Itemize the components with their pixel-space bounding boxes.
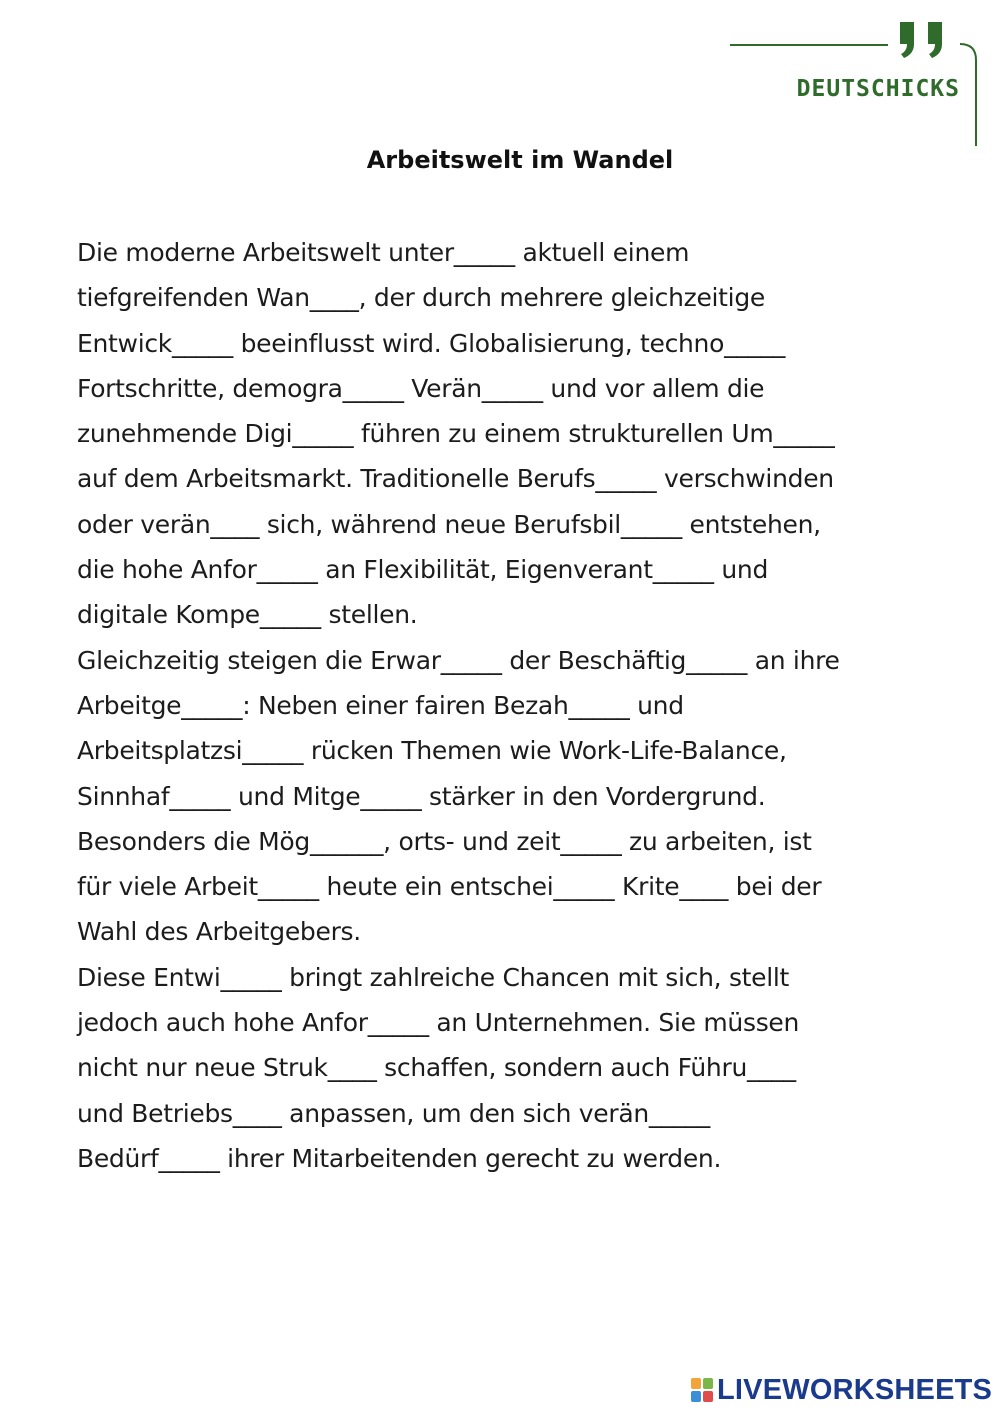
text-line[interactable]: auf dem Arbeitsmarkt. Traditionelle Berufs_____ verschwinden bbox=[77, 464, 834, 494]
cloze-text bbox=[77, 230, 967, 1181]
text-line[interactable]: oder verän____ sich, während neue Berufsbil_____ entstehen, bbox=[77, 509, 821, 539]
text-line[interactable]: für viele Arbeit_____ heute ein entschei_____ Krite____ bei der bbox=[77, 872, 822, 902]
text-line[interactable]: tiefgreifenden Wan____, der durch mehrere gleichzeitige bbox=[77, 283, 765, 313]
logo-tile bbox=[703, 1391, 713, 1402]
logo-tile bbox=[691, 1391, 701, 1402]
text-line[interactable]: Gleichzeitig steigen die Erwar_____ der Beschäftig_____ an ihre bbox=[77, 645, 840, 675]
liveworksheets-footer[interactable] bbox=[690, 1372, 992, 1408]
logo-horizontal-line bbox=[730, 44, 888, 46]
logo-curve-line bbox=[958, 42, 980, 148]
liveworksheets-brand: LIVEWORKSHEETS bbox=[717, 1373, 993, 1406]
text-line[interactable]: jedoch auch hohe Anfor_____ an Unternehmen. Sie müssen bbox=[77, 1008, 800, 1038]
text-line[interactable]: Die moderne Arbeitswelt unter_____ aktuell einem bbox=[77, 238, 690, 267]
worksheet-title: Arbeitswelt im Wandel bbox=[366, 146, 674, 174]
text-line[interactable]: digitale Kompe_____ stellen. bbox=[77, 600, 418, 630]
text-line[interactable]: Entwick_____ beeinflusst wird. Globalisierung, techno_____ bbox=[77, 328, 786, 358]
text-line[interactable]: Fortschritte, demogra_____ Verän_____ und vor allem die bbox=[77, 373, 765, 403]
text-line[interactable]: nicht nur neue Struk____ schaffen, sondern auch Führu____ bbox=[77, 1053, 796, 1083]
liveworksheets-logo-icon bbox=[690, 1377, 714, 1403]
logo-text: DEUTSCHICKS bbox=[796, 76, 960, 102]
text-line[interactable]: und Betriebs____ anpassen, um den sich verän_____ bbox=[77, 1098, 710, 1128]
text-line[interactable]: zunehmende Digi_____ führen zu einem strukturellen Um_____ bbox=[77, 419, 835, 449]
text-line[interactable]: Wahl des Arbeitgebers. bbox=[77, 917, 361, 947]
quote-marks-icon bbox=[898, 18, 954, 60]
logo-tile bbox=[703, 1378, 713, 1389]
text-line[interactable]: Sinnhaf_____ und Mitge_____ stärker in den Vordergrund. bbox=[77, 781, 766, 811]
text-line[interactable]: Arbeitsplatzsi_____ rücken Themen wie Work-Life-Balance, bbox=[77, 736, 787, 766]
text-line[interactable]: Arbeitge_____: Neben einer fairen Bezah_____ und bbox=[77, 690, 684, 720]
text-line[interactable]: Diese Entwi_____ bringt zahlreiche Chancen mit sich, stellt bbox=[77, 962, 790, 992]
logo-tile bbox=[691, 1378, 701, 1389]
text-line[interactable]: Besonders die Mög______, orts- und zeit_____ zu arbeiten, ist bbox=[77, 826, 812, 856]
text-line[interactable]: Bedürf_____ ihrer Mitarbeitenden gerecht zu werden. bbox=[77, 1143, 722, 1173]
deutschicks-logo bbox=[728, 18, 988, 148]
text-line[interactable]: die hohe Anfor_____ an Flexibilität, Eigenverant_____ und bbox=[77, 555, 769, 585]
